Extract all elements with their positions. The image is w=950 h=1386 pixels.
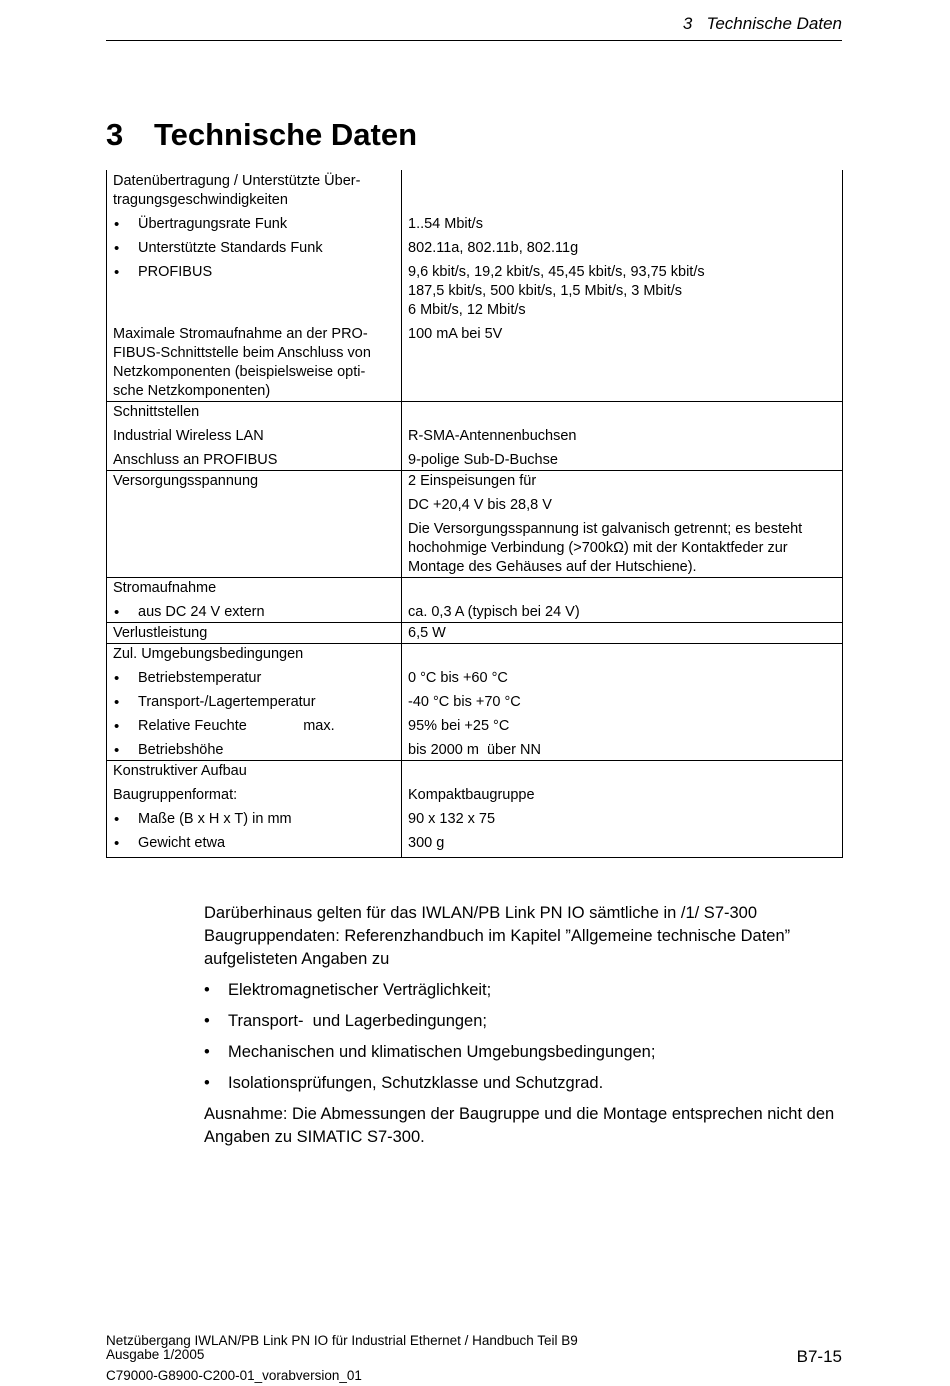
table-cell-label bbox=[107, 669, 402, 688]
table-cell-value bbox=[402, 623, 843, 644]
table-cell-value bbox=[402, 810, 843, 829]
table-row bbox=[107, 810, 843, 829]
table-cell-value bbox=[402, 402, 843, 423]
table-row bbox=[107, 451, 843, 471]
table-cell-label bbox=[107, 644, 402, 665]
value-text: Montage des Gehäuses auf der Hutschiene). bbox=[408, 559, 697, 575]
table-cell-label bbox=[107, 215, 402, 234]
label-text: • Transport-/Lagertemperatur bbox=[113, 693, 395, 712]
value-text: 6,5 W bbox=[408, 625, 446, 641]
table-row bbox=[107, 644, 843, 665]
chapter-title-text: Technische Daten bbox=[154, 117, 418, 152]
chapter-title bbox=[106, 116, 417, 154]
label-text: Konstruktiver Aufbau bbox=[113, 763, 247, 779]
chapter-number: 3 bbox=[106, 117, 124, 152]
table-cell-label bbox=[107, 693, 402, 712]
table-cell-label bbox=[107, 520, 402, 578]
table-cell-label bbox=[107, 761, 402, 782]
table-row bbox=[107, 471, 843, 492]
value-text: 9,6 kbit/s, 19,2 kbit/s, 45,45 kbit/s, 93,75 kbit/s bbox=[408, 264, 705, 280]
label-text: • aus DC 24 V extern bbox=[113, 603, 395, 622]
running-header-title: 3 Technische Daten bbox=[682, 14, 842, 33]
table-cell-value bbox=[402, 520, 843, 578]
table-row bbox=[107, 496, 843, 515]
table-row bbox=[107, 741, 843, 761]
list-item: • Transport- und Lagerbedingungen; bbox=[204, 1010, 844, 1033]
label-text: Industrial Wireless LAN bbox=[113, 428, 264, 444]
page-number: B7-15 bbox=[796, 1347, 842, 1366]
table-row bbox=[107, 834, 843, 858]
table-cell-label bbox=[107, 623, 402, 644]
page-footer bbox=[106, 1334, 842, 1384]
label-text: • Betriebshöhe bbox=[113, 741, 395, 760]
table-cell-value bbox=[402, 170, 843, 210]
table-cell-value bbox=[402, 451, 843, 471]
value-text: 90 x 132 x 75 bbox=[408, 811, 496, 827]
running-header bbox=[106, 12, 842, 41]
table-cell-label bbox=[107, 402, 402, 423]
table-row bbox=[107, 427, 843, 446]
value-text: Die Versorgungsspannung ist galvanisch getrennt; es besteht bbox=[408, 521, 803, 537]
table-row bbox=[107, 215, 843, 234]
table-cell-label bbox=[107, 239, 402, 258]
value-text: 0 °C bis +60 °C bbox=[408, 670, 508, 686]
table-row bbox=[107, 623, 843, 644]
value-text: 100 mA bei 5V bbox=[408, 326, 503, 342]
value-text: 300 g bbox=[408, 835, 445, 851]
table-cell-value bbox=[402, 717, 843, 736]
value-text: 9-polige Sub-D-Buchse bbox=[408, 452, 558, 468]
table-cell-label bbox=[107, 578, 402, 599]
table-cell-label bbox=[107, 496, 402, 515]
label-text: • Unterstützte Standards Funk bbox=[113, 239, 395, 258]
label-text: Zul. Umgebungsbedingungen bbox=[113, 646, 304, 662]
table-cell-value bbox=[402, 427, 843, 446]
value-text: DC +20,4 V bis 28,8 V bbox=[408, 497, 552, 513]
intro-paragraph: Darüberhinaus gelten für das IWLAN/PB Link PN IO sämtliche in /1/ S7-300 Baugruppendaten: Referenzhandbuch im Kapitel ”Allgemeine technische Daten” aufgelisteten Angaben zu bbox=[204, 904, 791, 968]
value-text: Kompaktbaugruppe bbox=[408, 787, 535, 803]
table-row bbox=[107, 603, 843, 623]
table-row bbox=[107, 239, 843, 258]
value-text: hochohmige Verbindung (>700kΩ) mit der Kontaktfeder zur bbox=[408, 540, 788, 556]
label-text: Maximale Stromaufnahme an der PRO- bbox=[113, 326, 368, 342]
table-cell-label bbox=[107, 325, 402, 402]
value-text: -40 °C bis +70 °C bbox=[408, 694, 521, 710]
table-cell-value bbox=[402, 669, 843, 688]
label-text: sche Netzkomponenten) bbox=[113, 383, 271, 399]
value-text: ca. 0,3 A (typisch bei 24 V) bbox=[408, 604, 580, 620]
footer-edition: Ausgabe 1/2005 bbox=[106, 1347, 205, 1362]
table-cell-value bbox=[402, 578, 843, 599]
label-text: • Maße (B x H x T) in mm bbox=[113, 810, 395, 829]
table-row bbox=[107, 402, 843, 423]
footer-document-id: C79000-G8900-C200-01_vorabversion_01 bbox=[106, 1368, 362, 1383]
table-cell-value bbox=[402, 471, 843, 492]
table-cell-value bbox=[402, 325, 843, 402]
table-cell-value bbox=[402, 834, 843, 858]
value-text: 2 Einspeisungen für bbox=[408, 473, 537, 489]
label-text: • PROFIBUS bbox=[113, 263, 395, 282]
label-text: • Gewicht etwa bbox=[113, 834, 395, 853]
table-row bbox=[107, 520, 843, 578]
value-text: bis 2000 m über NN bbox=[408, 742, 541, 758]
table-cell-value bbox=[402, 786, 843, 805]
value-text: R-SMA-Antennenbuchsen bbox=[408, 428, 577, 444]
value-text: 1..54 Mbit/s bbox=[408, 216, 483, 232]
value-text: 6 Mbit/s, 12 Mbit/s bbox=[408, 302, 526, 318]
label-text: FIBUS-Schnittstelle beim Anschluss von bbox=[113, 345, 371, 361]
table-cell-value bbox=[402, 215, 843, 234]
table-cell-label bbox=[107, 741, 402, 761]
technical-data-table bbox=[106, 170, 843, 858]
table-row bbox=[107, 325, 843, 402]
label-text: Verlustleistung bbox=[113, 625, 208, 641]
table-cell-label bbox=[107, 834, 402, 858]
conditions-list bbox=[204, 979, 844, 1095]
table-cell-value bbox=[402, 761, 843, 782]
table-row bbox=[107, 761, 843, 782]
table-row bbox=[107, 170, 843, 210]
table-cell-label bbox=[107, 451, 402, 471]
table-row bbox=[107, 578, 843, 599]
table-cell-value bbox=[402, 239, 843, 258]
table-cell-value bbox=[402, 644, 843, 665]
exception-paragraph: Ausnahme: Die Abmessungen der Baugruppe und die Montage entsprechen nicht den Angaben zu SIMATIC S7-300. bbox=[204, 1105, 835, 1146]
table-row bbox=[107, 693, 843, 712]
table-row bbox=[107, 786, 843, 805]
value-text: 95% bei +25 °C bbox=[408, 718, 510, 734]
label-text: • Übertragungsrate Funk bbox=[113, 215, 395, 234]
body-text bbox=[204, 902, 844, 1157]
table-cell-value bbox=[402, 603, 843, 623]
label-text: Netzkomponenten (beispielsweise opti- bbox=[113, 364, 366, 380]
label-text: tragungsgeschwindigkeiten bbox=[113, 192, 288, 208]
table-cell-label bbox=[107, 471, 402, 492]
table-cell-label bbox=[107, 786, 402, 805]
table-cell-label bbox=[107, 170, 402, 210]
label-text: Schnittstellen bbox=[113, 404, 200, 420]
table-cell-value bbox=[402, 496, 843, 515]
table-cell-label bbox=[107, 603, 402, 623]
table-cell-label bbox=[107, 427, 402, 446]
label-text: Anschluss an PROFIBUS bbox=[113, 452, 278, 468]
table-cell-label bbox=[107, 263, 402, 320]
table-cell-value bbox=[402, 263, 843, 320]
footer-manual-title: Netzübergang IWLAN/PB Link PN IO für Industrial Ethernet / Handbuch Teil B9 bbox=[106, 1333, 578, 1348]
technical-data-table-body bbox=[107, 170, 843, 858]
list-item: • Elektromagnetischer Verträglichkeit; bbox=[204, 979, 844, 1002]
label-text: • Betriebstemperatur bbox=[113, 669, 395, 688]
label-text: Stromaufnahme bbox=[113, 580, 217, 596]
label-text: Datenübertragung / Unterstützte Über- bbox=[113, 173, 361, 189]
value-text: 187,5 kbit/s, 500 kbit/s, 1,5 Mbit/s, 3 Mbit/s bbox=[408, 283, 683, 299]
table-cell-value bbox=[402, 741, 843, 761]
table-row bbox=[107, 669, 843, 688]
label-text: • Relative Feuchte max. bbox=[113, 717, 395, 736]
table-cell-label bbox=[107, 717, 402, 736]
table-row bbox=[107, 717, 843, 736]
label-text: Versorgungsspannung bbox=[113, 473, 259, 489]
list-item: • Mechanischen und klimatischen Umgebungsbedingungen; bbox=[204, 1041, 844, 1064]
table-cell-value bbox=[402, 693, 843, 712]
value-text: 802.11a, 802.11b, 802.11g bbox=[408, 240, 579, 256]
label-text: Baugruppenformat: bbox=[113, 787, 238, 803]
table-cell-label bbox=[107, 810, 402, 829]
table-row bbox=[107, 263, 843, 320]
list-item: • Isolationsprüfungen, Schutzklasse und Schutzgrad. bbox=[204, 1072, 844, 1095]
